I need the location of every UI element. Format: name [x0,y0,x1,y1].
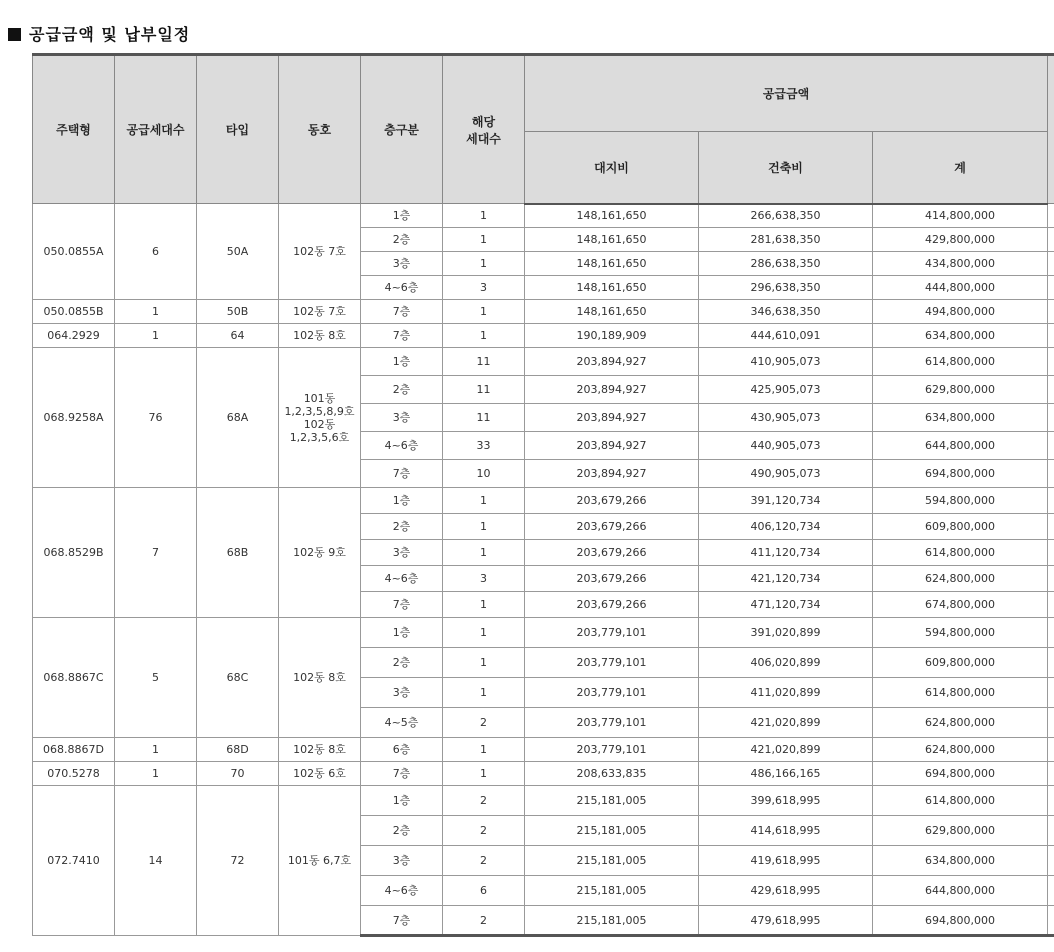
cell-units: 1 [443,252,525,276]
dong-ho-line: 102동 9호 [293,546,346,559]
cell-total: 694,800,000 [873,906,1048,936]
cell-cut-column [1048,432,1054,460]
cell-building: 471,120,734 [699,592,873,618]
header-units-line2: 세대수 [466,131,501,146]
cell-dong-ho [279,348,361,488]
cell-building: 281,638,350 [699,228,873,252]
cell-units: 1 [443,618,525,648]
cell-floor: 1층 [361,786,443,816]
cell-floor: 1층 [361,488,443,514]
header-supply-price: 공급금액 [525,55,1048,132]
cell-units: 1 [443,648,525,678]
cell-land: 215,181,005 [525,876,699,906]
cell-units: 1 [443,592,525,618]
cell-building: 429,618,995 [699,876,873,906]
section-title-text: 공급금액 및 납부일정 [29,25,191,44]
cell-supply-units: 1 [115,762,197,786]
cell-building: 490,905,073 [699,460,873,488]
cell-building: 296,638,350 [699,276,873,300]
table-row [33,300,1054,324]
cell-total: 609,800,000 [873,648,1048,678]
cell-cut-column [1048,300,1054,324]
cell-units: 2 [443,906,525,936]
cell-building: 410,905,073 [699,348,873,376]
cell-dong-ho [279,786,361,936]
cell-floor: 3층 [361,678,443,708]
cell-cut-column [1048,324,1054,348]
cell-units: 33 [443,432,525,460]
cell-floor: 7층 [361,762,443,786]
table-row [33,324,1054,348]
cell-units: 1 [443,300,525,324]
cell-land: 215,181,005 [525,816,699,846]
cell-house-type: 068.8867C [33,618,115,738]
cell-house-type: 068.8867D [33,738,115,762]
dong-ho-line: 102동 8호 [293,671,346,684]
cell-type: 68D [197,738,279,762]
cell-supply-units: 1 [115,738,197,762]
supply-price-table [32,53,1054,937]
cell-cut-column [1048,846,1054,876]
cell-floor: 6층 [361,738,443,762]
cell-total: 644,800,000 [873,876,1048,906]
cell-building: 430,905,073 [699,404,873,432]
cell-floor: 3층 [361,252,443,276]
cell-cut-column [1048,276,1054,300]
cell-cut-column [1048,876,1054,906]
cell-total: 624,800,000 [873,708,1048,738]
cell-building: 286,638,350 [699,252,873,276]
cell-floor: 2층 [361,816,443,846]
dong-ho-line: 101동 [303,391,336,405]
table-row [33,618,1054,648]
cell-units: 1 [443,514,525,540]
dong-ho-line: 102동 [303,417,336,431]
cell-land: 203,779,101 [525,678,699,708]
cell-land: 203,779,101 [525,648,699,678]
cell-floor: 4~6층 [361,566,443,592]
cell-units: 3 [443,566,525,592]
cell-units: 1 [443,228,525,252]
cell-land: 208,633,835 [525,762,699,786]
header-type: 타입 [197,55,279,204]
cell-building: 421,120,734 [699,566,873,592]
dong-ho-line: 102동 8호 [293,743,346,756]
cell-house-type: 068.9258A [33,348,115,488]
cell-floor: 1층 [361,204,443,228]
cell-total: 644,800,000 [873,432,1048,460]
cell-units: 1 [443,324,525,348]
cell-land: 148,161,650 [525,300,699,324]
table-row [33,488,1054,514]
cell-dong-ho [279,324,361,348]
cell-dong-ho [279,204,361,300]
cell-cut-column [1048,786,1054,816]
table-body [33,204,1054,936]
cell-floor: 3층 [361,846,443,876]
cell-floor: 1층 [361,348,443,376]
cell-units: 11 [443,404,525,432]
table-row [33,786,1054,816]
cell-supply-units: 5 [115,618,197,738]
cell-dong-ho [279,738,361,762]
cell-building: 444,610,091 [699,324,873,348]
cell-cut-column [1048,228,1054,252]
cell-floor: 4~6층 [361,276,443,300]
cell-land: 203,679,266 [525,514,699,540]
cell-total: 434,800,000 [873,252,1048,276]
cell-supply-units: 1 [115,324,197,348]
cell-cut-column [1048,376,1054,404]
cell-house-type: 070.5278 [33,762,115,786]
cell-cut-column [1048,404,1054,432]
cell-supply-units: 14 [115,786,197,936]
cell-total: 614,800,000 [873,540,1048,566]
cell-building: 346,638,350 [699,300,873,324]
cell-building: 411,120,734 [699,540,873,566]
cell-total: 614,800,000 [873,678,1048,708]
cell-floor: 4~6층 [361,876,443,906]
dong-ho-line: 102동 7호 [293,245,346,258]
cell-cut-column [1048,592,1054,618]
cell-land: 148,161,650 [525,204,699,228]
cell-type: 50A [197,204,279,300]
cell-type: 64 [197,324,279,348]
cell-land: 203,779,101 [525,618,699,648]
cell-total: 594,800,000 [873,488,1048,514]
cell-type: 68B [197,488,279,618]
cell-floor: 2층 [361,228,443,252]
cell-units: 1 [443,678,525,708]
table-row [33,348,1054,376]
cell-floor: 3층 [361,540,443,566]
cell-total: 624,800,000 [873,566,1048,592]
cell-cut-column [1048,708,1054,738]
table-row [33,738,1054,762]
cell-total: 634,800,000 [873,404,1048,432]
cell-cut-column [1048,488,1054,514]
header-units [443,55,525,204]
cell-land: 203,779,101 [525,738,699,762]
cell-type: 68C [197,618,279,738]
cell-units: 1 [443,204,525,228]
dong-ho-line: 1,2,3,5,8,9호 [284,404,355,418]
dong-ho-line: 102동 8호 [293,329,346,342]
cell-floor: 3층 [361,404,443,432]
cell-floor: 4~5층 [361,708,443,738]
cell-land: 148,161,650 [525,228,699,252]
cell-building: 425,905,073 [699,376,873,404]
cell-units: 2 [443,786,525,816]
cell-cut-column [1048,618,1054,648]
cell-total: 629,800,000 [873,816,1048,846]
cell-cut-column [1048,540,1054,566]
cell-total: 694,800,000 [873,460,1048,488]
dong-ho-line: 102동 7호 [293,305,346,318]
cell-units: 2 [443,846,525,876]
cell-total: 494,800,000 [873,300,1048,324]
cell-land: 148,161,650 [525,252,699,276]
cell-cut-column [1048,762,1054,786]
cell-cut-column [1048,648,1054,678]
header-dong-ho: 동호 [279,55,361,204]
cell-floor: 1층 [361,618,443,648]
cell-cut-column [1048,348,1054,376]
cell-units: 2 [443,708,525,738]
cell-cut-column [1048,566,1054,592]
cell-total: 614,800,000 [873,786,1048,816]
cell-units: 11 [443,348,525,376]
cell-house-type: 050.0855A [33,204,115,300]
cell-supply-units: 7 [115,488,197,618]
cell-total: 624,800,000 [873,738,1048,762]
cell-units: 11 [443,376,525,404]
cell-building: 266,638,350 [699,204,873,228]
cell-units: 1 [443,762,525,786]
section-title [8,22,190,45]
cell-units: 2 [443,816,525,846]
header-building: 건축비 [699,132,873,204]
cell-supply-units: 76 [115,348,197,488]
cell-units: 1 [443,488,525,514]
cell-land: 203,894,927 [525,348,699,376]
cell-land: 203,894,927 [525,376,699,404]
cell-units: 6 [443,876,525,906]
cell-floor: 7층 [361,460,443,488]
cell-total: 414,800,000 [873,204,1048,228]
header-row [33,55,1054,132]
cell-building: 414,618,995 [699,816,873,846]
header-supply-units: 공급세대수 [115,55,197,204]
cell-total: 594,800,000 [873,618,1048,648]
cell-land: 203,894,927 [525,432,699,460]
dong-ho-line: 102동 6호 [293,767,346,780]
cell-building: 399,618,995 [699,786,873,816]
cell-total: 609,800,000 [873,514,1048,540]
cell-total: 674,800,000 [873,592,1048,618]
cell-type: 50B [197,300,279,324]
cell-land: 203,679,266 [525,540,699,566]
table-header [33,55,1054,204]
cell-house-type: 068.8529B [33,488,115,618]
header-floor: 층구분 [361,55,443,204]
cell-building: 391,120,734 [699,488,873,514]
cell-cut-column [1048,514,1054,540]
table-row [33,762,1054,786]
cell-building: 421,020,899 [699,708,873,738]
cell-land: 203,679,266 [525,592,699,618]
cell-units: 1 [443,540,525,566]
cell-cut-column [1048,252,1054,276]
cell-building: 406,020,899 [699,648,873,678]
cell-total: 444,800,000 [873,276,1048,300]
cell-floor: 2층 [361,514,443,540]
header-cut-column [1048,55,1054,204]
header-total: 계 [873,132,1048,204]
table-row [33,204,1054,228]
cell-land: 203,679,266 [525,566,699,592]
cell-house-type: 072.7410 [33,786,115,936]
cell-floor: 2층 [361,376,443,404]
cell-units: 1 [443,738,525,762]
header-units-line1: 해당 [471,114,496,129]
cell-type: 68A [197,348,279,488]
cell-land: 148,161,650 [525,276,699,300]
cell-cut-column [1048,204,1054,228]
cell-total: 634,800,000 [873,324,1048,348]
cell-house-type: 050.0855B [33,300,115,324]
cell-total: 694,800,000 [873,762,1048,786]
cell-land: 215,181,005 [525,786,699,816]
cell-total: 429,800,000 [873,228,1048,252]
cell-floor: 7층 [361,592,443,618]
cell-dong-ho [279,488,361,618]
header-land: 대지비 [525,132,699,204]
cell-building: 421,020,899 [699,738,873,762]
cell-type: 72 [197,786,279,936]
cell-floor: 7층 [361,324,443,348]
cell-land: 215,181,005 [525,906,699,936]
cell-dong-ho [279,300,361,324]
cell-land: 203,779,101 [525,708,699,738]
cell-land: 203,894,927 [525,460,699,488]
cell-floor: 7층 [361,300,443,324]
cell-floor: 2층 [361,648,443,678]
cell-cut-column [1048,816,1054,846]
cell-house-type: 064.2929 [33,324,115,348]
cell-supply-units: 1 [115,300,197,324]
dong-ho-line: 101동 6,7호 [287,854,352,867]
cell-land: 190,189,909 [525,324,699,348]
cell-total: 614,800,000 [873,348,1048,376]
cell-building: 440,905,073 [699,432,873,460]
cell-floor: 7층 [361,906,443,936]
cell-units: 3 [443,276,525,300]
cell-building: 411,020,899 [699,678,873,708]
cell-dong-ho [279,618,361,738]
cell-building: 486,166,165 [699,762,873,786]
dong-ho-line: 1,2,3,5,6호 [289,430,350,444]
cell-building: 391,020,899 [699,618,873,648]
cell-total: 629,800,000 [873,376,1048,404]
square-bullet-icon [8,28,21,41]
cell-supply-units: 6 [115,204,197,300]
cell-building: 479,618,995 [699,906,873,936]
cell-dong-ho [279,762,361,786]
cell-cut-column [1048,738,1054,762]
cell-type: 70 [197,762,279,786]
header-house-type: 주택형 [33,55,115,204]
cell-total: 634,800,000 [873,846,1048,876]
cell-cut-column [1048,906,1054,936]
cell-land: 203,679,266 [525,488,699,514]
cell-land: 215,181,005 [525,846,699,876]
cell-land: 203,894,927 [525,404,699,432]
cell-cut-column [1048,460,1054,488]
cell-units: 10 [443,460,525,488]
cell-floor: 4~6층 [361,432,443,460]
cell-building: 406,120,734 [699,514,873,540]
cell-cut-column [1048,678,1054,708]
cell-building: 419,618,995 [699,846,873,876]
